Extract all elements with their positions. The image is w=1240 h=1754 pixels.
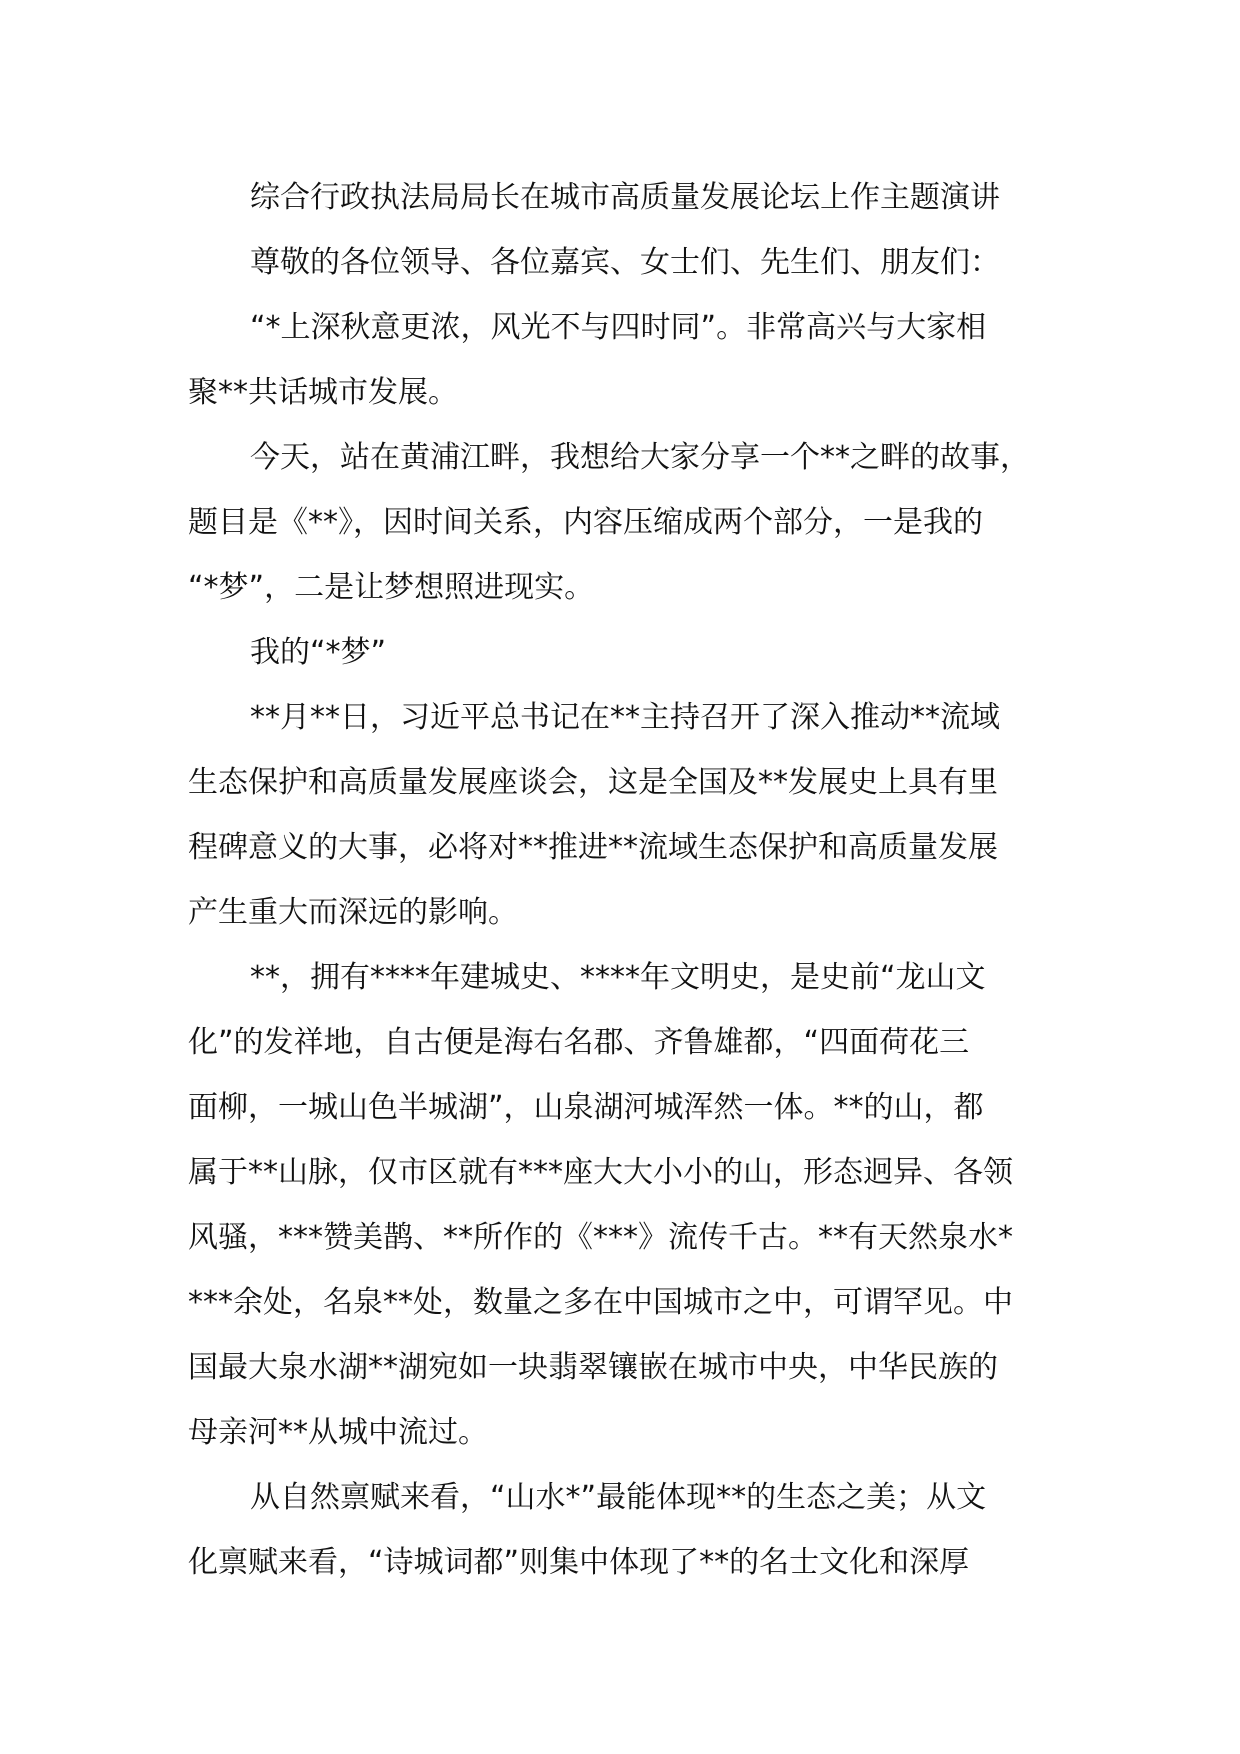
paragraph-line: 属于**山脉，仅市区就有***座大大小小的山，形态迥异、各领	[188, 1155, 1013, 1190]
document-body	[188, 165, 1068, 1595]
paragraph-line: 聚**共话城市发展。	[188, 375, 458, 410]
paragraph-line: 今天，站在黄浦江畔，我想给大家分享一个**之畔的故事，	[250, 440, 1030, 475]
paragraph-line: **月**日，习近平总书记在**主持召开了深入推动**流域	[250, 700, 1000, 735]
paragraph-line: 题目是《**》，因时间关系，内容压缩成两个部分，一是我的	[188, 505, 983, 540]
paragraph-line: ***余处，名泉**处，数量之多在中国城市之中，可谓罕见。中	[188, 1285, 1013, 1320]
paragraph-line: 面柳，一城山色半城湖”，山泉湖河城浑然一体。**的山，都	[188, 1090, 984, 1125]
paragraph-line: 从自然禀赋来看，“山水*”最能体现**的生态之美；从文	[250, 1480, 987, 1515]
paragraph-line: 程碑意义的大事，必将对**推进**流域生态保护和高质量发展	[188, 830, 998, 865]
paragraph-line: 国最大泉水湖**湖宛如一块翡翠镶嵌在城市中央，中华民族的	[188, 1350, 998, 1385]
paragraph-line: “*上深秋意更浓，风光不与四时同”。非常高兴与大家相	[250, 310, 987, 345]
salutation: 尊敬的各位领导、各位嘉宾、女士们、先生们、朋友们：	[250, 245, 1000, 280]
section-heading: 我的“*梦”	[250, 635, 387, 670]
paragraph-line: 母亲河**从城中流过。	[188, 1415, 488, 1450]
paragraph-line: “*梦”，二是让梦想照进现实。	[188, 570, 595, 605]
paragraph-line: 化”的发祥地，自古便是海右名郡、齐鲁雄都，“四面荷花三	[188, 1025, 970, 1060]
paragraph-line: 生态保护和高质量发展座谈会，这是全国及**发展史上具有里	[188, 765, 998, 800]
paragraph-line: 产生重大而深远的影响。	[188, 895, 518, 930]
document-title: 综合行政执法局局长在城市高质量发展论坛上作主题演讲	[250, 180, 1000, 215]
paragraph-line: 风骚，***赞美鹊、**所作的《***》流传千古。**有天然泉水*	[188, 1220, 1013, 1255]
paragraph-line: 化禀赋来看，“诗城词都”则集中体现了**的名士文化和深厚	[188, 1545, 970, 1580]
paragraph-line: **，拥有****年建城史、****年文明史，是史前“龙山文	[250, 960, 986, 995]
